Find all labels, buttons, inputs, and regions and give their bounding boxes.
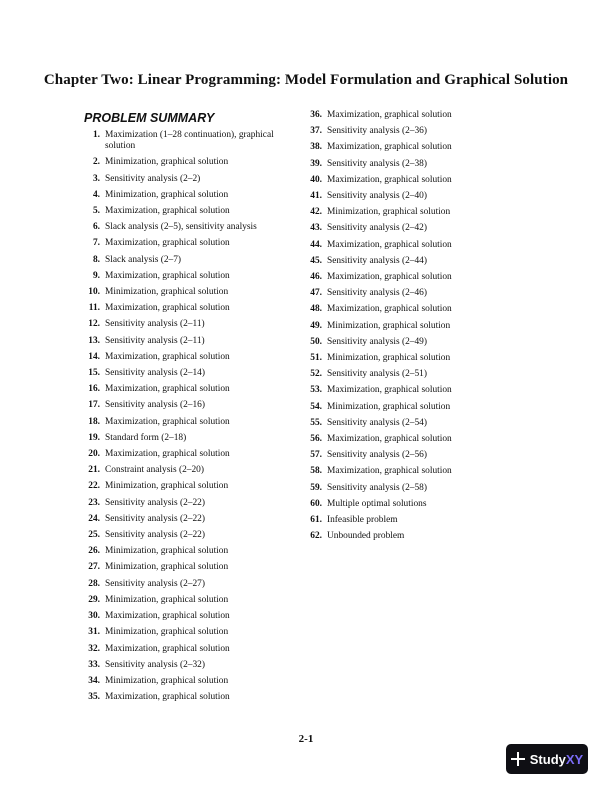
problem-number: 46.: [310, 272, 322, 283]
problem-number: 52.: [310, 369, 322, 380]
problem-number: 10.: [88, 287, 100, 298]
problem-number: 21.: [88, 465, 100, 476]
problem-description: Maximization, graphical solution: [105, 384, 230, 395]
problem-description: Sensitivity analysis (2–46): [327, 288, 427, 299]
list-item: [306, 402, 516, 413]
problem-number: 6.: [92, 222, 100, 233]
problem-number: 28.: [88, 578, 100, 589]
problem-description: Unbounded problem: [327, 531, 405, 542]
problem-description: Sensitivity analysis (2–32): [105, 659, 205, 670]
list-item: [306, 369, 516, 380]
list-item: [306, 499, 516, 510]
problem-description: Maximization (1–28 continuation), graphical solution: [105, 130, 274, 152]
list-item: [84, 530, 294, 541]
problem-description: Minimization, graphical solution: [327, 401, 451, 412]
list-item: [84, 174, 294, 185]
list-item: [84, 498, 294, 509]
list-item: [84, 352, 294, 363]
list-item: [84, 400, 294, 411]
problem-number: 34.: [88, 675, 100, 686]
brand-accent: XY: [565, 751, 584, 767]
list-item: [306, 515, 516, 526]
right-column: [306, 110, 516, 547]
list-item: [84, 206, 294, 217]
problem-number: 22.: [88, 481, 100, 492]
problem-number: 7.: [92, 238, 100, 249]
problem-description: Sensitivity analysis (2–27): [105, 578, 205, 589]
problem-number: 23.: [88, 497, 100, 508]
list-item: [306, 175, 516, 186]
problem-number: 17.: [88, 400, 100, 411]
list-item: [84, 514, 294, 525]
problem-description: Maximization, graphical solution: [327, 110, 452, 120]
problem-number: 11.: [88, 303, 100, 314]
list-item: [306, 110, 516, 121]
list-item: [306, 240, 516, 251]
problem-description: Maximization, graphical solution: [327, 272, 452, 283]
list-item: [306, 207, 516, 218]
list-item: [84, 546, 294, 557]
problem-number: 5.: [92, 206, 100, 217]
list-item: [84, 255, 294, 266]
problem-description: Maximization, graphical solution: [105, 270, 230, 281]
list-item: [306, 385, 516, 396]
problem-number: 51.: [310, 353, 322, 364]
list-item: [84, 676, 294, 687]
list-item: [306, 256, 516, 267]
list-item: [84, 627, 294, 638]
problem-number: 62.: [310, 531, 322, 542]
problem-list-right: [306, 110, 516, 542]
problem-description: Sensitivity analysis (2–22): [105, 513, 205, 524]
problem-number: 59.: [310, 482, 322, 493]
list-item: [84, 417, 294, 428]
list-item: [84, 319, 294, 330]
list-item: [84, 660, 294, 671]
problem-description: Maximization, graphical solution: [105, 206, 230, 217]
problem-number: 25.: [88, 530, 100, 541]
problem-number: 49.: [310, 320, 322, 331]
problem-number: 57.: [310, 450, 322, 461]
problem-number: 35.: [88, 692, 100, 703]
problem-description: Minimization, graphical solution: [105, 189, 229, 200]
problem-description: Sensitivity analysis (2–38): [327, 158, 427, 169]
problem-number: 33.: [88, 659, 100, 670]
list-item: [84, 157, 294, 168]
problem-number: 8.: [92, 254, 100, 265]
problem-number: 60.: [310, 498, 322, 509]
problem-number: 37.: [310, 126, 322, 137]
problem-number: 43.: [310, 223, 322, 234]
section-heading: PROBLEM SUMMARY: [84, 111, 215, 125]
problem-number: 26.: [88, 546, 100, 557]
problem-description: Sensitivity analysis (2–22): [105, 497, 205, 508]
list-item: [84, 465, 294, 476]
problem-number: 29.: [88, 594, 100, 605]
list-item: [84, 190, 294, 201]
problem-number: 44.: [310, 239, 322, 250]
problem-number: 55.: [310, 417, 322, 428]
problem-description: Sensitivity analysis (2–2): [105, 173, 201, 184]
studyxy-watermark: [506, 744, 588, 774]
list-item: [306, 288, 516, 299]
list-item: [84, 384, 294, 395]
problem-number: 13.: [88, 335, 100, 346]
problem-number: 30.: [88, 611, 100, 622]
problem-description: Slack analysis (2–7): [105, 254, 182, 265]
problem-description: Minimization, graphical solution: [105, 627, 229, 638]
list-item: [84, 303, 294, 314]
problem-list-left: [84, 130, 294, 703]
problem-description: Standard form (2–18): [105, 432, 187, 443]
plus-icon: [511, 752, 525, 766]
problem-description: Infeasible problem: [327, 515, 398, 526]
list-item: [84, 481, 294, 492]
problem-description: Minimization, graphical solution: [105, 481, 229, 492]
problem-description: Maximization, graphical solution: [105, 449, 230, 460]
problem-description: Maximization, graphical solution: [327, 142, 452, 153]
list-item: [306, 450, 516, 461]
problem-description: Sensitivity analysis (2–11): [105, 319, 205, 330]
list-item: [306, 353, 516, 364]
list-item: [306, 272, 516, 283]
problem-description: Maximization, graphical solution: [327, 434, 452, 445]
problem-description: Sensitivity analysis (2–44): [327, 255, 427, 266]
problem-number: 56.: [310, 434, 322, 445]
list-item: [84, 692, 294, 703]
problem-description: Sensitivity analysis (2–54): [327, 417, 427, 428]
problem-number: 48.: [310, 304, 322, 315]
problem-description: Sensitivity analysis (2–11): [105, 335, 205, 346]
problem-number: 27.: [88, 562, 100, 573]
problem-description: Sensitivity analysis (2–56): [327, 450, 427, 461]
list-item: [306, 418, 516, 429]
problem-number: 32.: [88, 643, 100, 654]
problem-description: Maximization, graphical solution: [105, 238, 230, 249]
problem-description: Sensitivity analysis (2–51): [327, 369, 427, 380]
list-item: [306, 191, 516, 202]
problem-description: Maximization, graphical solution: [105, 351, 230, 362]
list-item: [306, 223, 516, 234]
problem-number: 36.: [310, 110, 322, 120]
problem-number: 15.: [88, 368, 100, 379]
problem-number: 18.: [88, 416, 100, 427]
problem-number: 24.: [88, 513, 100, 524]
problem-number: 54.: [310, 401, 322, 412]
problem-description: Sensitivity analysis (2–49): [327, 336, 427, 347]
list-item: [306, 321, 516, 332]
problem-description: Maximization, graphical solution: [105, 303, 230, 314]
problem-description: Sensitivity analysis (2–16): [105, 400, 205, 411]
list-item: [84, 611, 294, 622]
problem-description: Constraint analysis (2–20): [105, 465, 204, 476]
problem-description: Maximization, graphical solution: [327, 304, 452, 315]
problem-description: Minimization, graphical solution: [327, 207, 451, 218]
problem-number: 31.: [88, 627, 100, 638]
list-item: [84, 336, 294, 347]
problem-description: Maximization, graphical solution: [105, 643, 230, 654]
problem-description: Maximization, graphical solution: [105, 611, 230, 622]
list-item: [306, 142, 516, 153]
problem-number: 47.: [310, 288, 322, 299]
problem-number: 1.: [92, 130, 100, 140]
list-item: [84, 222, 294, 233]
problem-number: 40.: [310, 174, 322, 185]
list-item: [84, 579, 294, 590]
problem-number: 20.: [88, 449, 100, 460]
problem-description: Slack analysis (2–5), sensitivity analysis: [105, 222, 257, 233]
problem-number: 41.: [310, 191, 322, 202]
chapter-title: Chapter Two: Linear Programming: Model Formulation and Graphical Solution: [43, 72, 569, 88]
list-item: [306, 126, 516, 137]
list-item: [306, 466, 516, 477]
list-item: [84, 271, 294, 282]
problem-description: Minimization, graphical solution: [105, 546, 229, 557]
problem-number: 4.: [92, 189, 100, 200]
problem-description: Sensitivity analysis (2–22): [105, 530, 205, 541]
list-item: [84, 130, 294, 152]
problem-description: Maximization, graphical solution: [105, 692, 230, 703]
problem-number: 12.: [88, 319, 100, 330]
problem-number: 2.: [92, 157, 100, 168]
list-item: [84, 238, 294, 249]
problem-number: 19.: [88, 432, 100, 443]
brand-name: Study: [529, 751, 566, 767]
problem-number: 16.: [88, 384, 100, 395]
problem-description: Minimization, graphical solution: [105, 562, 229, 573]
list-item: [84, 287, 294, 298]
problem-number: 39.: [310, 158, 322, 169]
problem-description: Sensitivity analysis (2–36): [327, 126, 427, 137]
list-item: [84, 595, 294, 606]
problem-number: 61.: [310, 515, 322, 526]
problem-number: 38.: [310, 142, 322, 153]
list-item: [306, 159, 516, 170]
problem-description: Sensitivity analysis (2–42): [327, 223, 427, 234]
problem-number: 58.: [310, 466, 322, 477]
problem-description: Minimization, graphical solution: [105, 157, 229, 168]
problem-description: Minimization, graphical solution: [327, 353, 451, 364]
list-item: [306, 337, 516, 348]
list-item: [84, 644, 294, 655]
problem-description: Maximization, graphical solution: [327, 239, 452, 250]
problem-number: 50.: [310, 336, 322, 347]
page-number: 2-1: [298, 733, 314, 745]
list-item: [84, 433, 294, 444]
problem-description: Maximization, graphical solution: [327, 174, 452, 185]
list-item: [306, 304, 516, 315]
problem-description: Maximization, graphical solution: [327, 466, 452, 477]
left-column: [84, 110, 294, 708]
list-item: [84, 368, 294, 379]
problem-description: Minimization, graphical solution: [105, 287, 229, 298]
problem-description: Minimization, graphical solution: [105, 675, 229, 686]
problem-number: 42.: [310, 207, 322, 218]
list-item: [306, 531, 516, 542]
problem-number: 14.: [88, 351, 100, 362]
problem-description: Maximization, graphical solution: [105, 416, 230, 427]
problem-number: 45.: [310, 255, 322, 266]
problem-number: 53.: [310, 385, 322, 396]
list-item: [306, 434, 516, 445]
problem-description: Minimization, graphical solution: [327, 320, 451, 331]
problem-number: 9.: [92, 270, 100, 281]
list-item: [306, 483, 516, 494]
problem-description: Minimization, graphical solution: [105, 594, 229, 605]
problem-description: Sensitivity analysis (2–14): [105, 368, 205, 379]
problem-description: Multiple optimal solutions: [327, 498, 427, 509]
list-item: [84, 562, 294, 573]
problem-number: 3.: [92, 173, 100, 184]
problem-description: Maximization, graphical solution: [327, 385, 452, 396]
problem-description: Sensitivity analysis (2–40): [327, 191, 427, 202]
problem-description: Sensitivity analysis (2–58): [327, 482, 427, 493]
list-item: [84, 449, 294, 460]
